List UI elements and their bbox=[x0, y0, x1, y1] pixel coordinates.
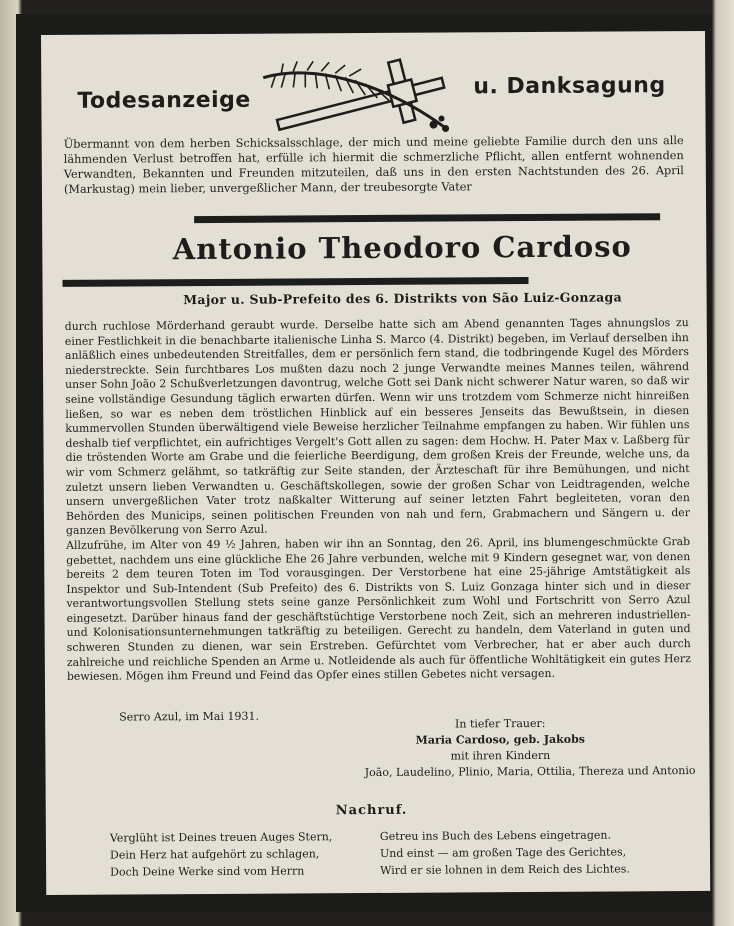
body-paragraph: durch ruchlose Mörderhand geraubt wurde. Derselbe hatte sich am Abend genannten Tages ahnungslos zu einer Festlichkeit in die benachbarte italienische Linha S. Marco (4. Distrikt) begeben, im Verlauf derselben ihn anläßlich eines unbedeutenden Streitfalles, dem er persönlich fern stand, die todbringende Kugel des Mörders niederstreckte. Sein furchtbares Los mußten dazu noch 2 junge Verwandte meines Mannes teilen, während unser Sohn João 2 Schußverletzungen davontrug, welche Gott sei Dank nicht schwerer Natur waren, so daß wir seine vollständige Gesundung täglich erwarten dürfen. Wenn wir uns trotzdem vom Schmerze nicht hinreißen ließen, so war es neben dem tröstlichen Hinblick auf ein besseres Jenseits das Bewußtsein, in diesen kummervollen Stunden überwältigend viele Beweise herzlicher Teilnahme empfangen zu haben. Wir fühlen uns deshalb tief verpflichtet, ein aufrichtiges Vergelt's Gott allen zu sagen: dem Hochw. H. Pater Max v. Laßberg für die tröstenden Worte am Grabe und die feierliche Beerdigung, dem großen Kreis der Freunde, welche uns, da wir vom Schmerz gelähmt, so tatkräftig zur Seite standen, der Ärzteschaft für ihre Bemühungen, und nicht zuletzt unsern lieben Verwandten u. Geschäftskollegen, sowie der großen Schar von Leidtragenden, welche unsern unvergeßlichen Vater trotz naßkalter Witterung auf seiner letzten Fahrt begleiteten, voran den Behörden des Municips, seinen politischen Freunden von nah und fern, Grabmachern und Sängern u. der ganzen Bevölkerung von Serro Azul. bbox=[64, 316, 690, 538]
mourning-signature bbox=[305, 715, 695, 781]
obituary-notice bbox=[41, 31, 710, 895]
poem-line: Dein Herz hat aufgehört zu schlagen, bbox=[109, 847, 320, 862]
mourning-heading: In tiefer Trauer: bbox=[454, 716, 546, 731]
poem-line: Getreu ins Buch des Lebens eingetragen. bbox=[379, 828, 611, 843]
poem-line: Verglüht ist Deines treuen Auges Stern, bbox=[109, 830, 333, 845]
poem-line: Doch Deine Werke sind vom Herrn bbox=[110, 864, 305, 879]
poem-right-column bbox=[380, 826, 630, 879]
cross-with-palm-icon bbox=[253, 52, 464, 138]
place-and-date: Serro Azul, im Mai 1931. bbox=[119, 709, 260, 724]
children-names: João, Laudelino, Plinio, Maria, Ottilia, Thereza und Antonio bbox=[364, 764, 696, 780]
intro-text: Übermannt von dem herben Schicksalsschlage, der mich und meine geliebte Familie durch den uns alle lähmenden Verlust betroffen hat, erfülle ich hiermit die schmerzliche Pflicht, allen entfernt wohnenden Verwandten, Bekannten und Freunden mitzuteilen, daß uns in den ersten Nachtstunden des 26. April (Markustag) mein lieber, unvergeßlicher Mann, der treubesorgte Vater bbox=[63, 134, 684, 196]
divider-rule bbox=[194, 213, 660, 223]
poem-line: Und einst — am großen Tage des Gerichtes, bbox=[379, 845, 627, 860]
main-text bbox=[65, 316, 691, 685]
heading-death-notice: Todesanzeige bbox=[77, 87, 251, 114]
body-paragraph: Allzufrühe, im Alter von 49 ½ Jahren, haben wir ihn an Sonntag, den 26. April, ins blumengeschmückte Grab gebettet, nachdem uns eine glückliche Ehe 26 Jahre verbunden, welche mit 9 Kindern gesegnet war, von denen bereits 2 dem teuren Toten im Tod vorausgingen. Der Verstorbene hat eine 25-jährige Amtstätigkeit als Inspektor und Sub-Intendent (Sub Prefeito) des 6. Distrikts von S. Luiz Gonzaga hinter sich und in dieser verantwortungsvollen Stellung stets seine ganze Persönlichkeit zum Wohl und Fortschritt von Serro Azul eingesetzt. Darüber hinaus fand der geschäftstüchtige Verstorbene noch Zeit, sich an mehreren industriellen- und Kolonisationsunternehmungen tatkräftig zu beteiligen. Gerecht zu handeln, dem Vaterland in guten und schweren Stunden zu dienen, war sein Erstreben. Gefürchtet vom Verbrecher, hat er aber auch durch zahlreiche und reichliche Spenden an Arme u. Notleidende als auch für öffentliche Wohltätigkeit ein gutes Herz bewiesen. Mögen ihm Freund und Feind das Opfer eines stillen Gebetes nicht versagen. bbox=[66, 534, 691, 684]
with-children-text: mit ihren Kindern bbox=[450, 748, 551, 763]
deceased-name: Antonio Theodoro Cardoso bbox=[172, 229, 632, 267]
poem-left-column bbox=[110, 828, 333, 880]
poem-line: Wird er sie lohnen in dem Reich des Lichtes. bbox=[380, 862, 630, 877]
nachruf-heading: Nachruf. bbox=[335, 802, 408, 819]
intro-paragraph bbox=[64, 133, 684, 197]
deceased-title: Major u. Sub-Prefeito des 6. Distrikts von São Luiz-Gonzaga bbox=[183, 289, 623, 308]
heading-acknowledgement: u. Danksagung bbox=[473, 73, 666, 100]
divider-rule bbox=[62, 277, 528, 287]
signer-name: Maria Cardoso, geb. Jakobs bbox=[415, 732, 586, 747]
